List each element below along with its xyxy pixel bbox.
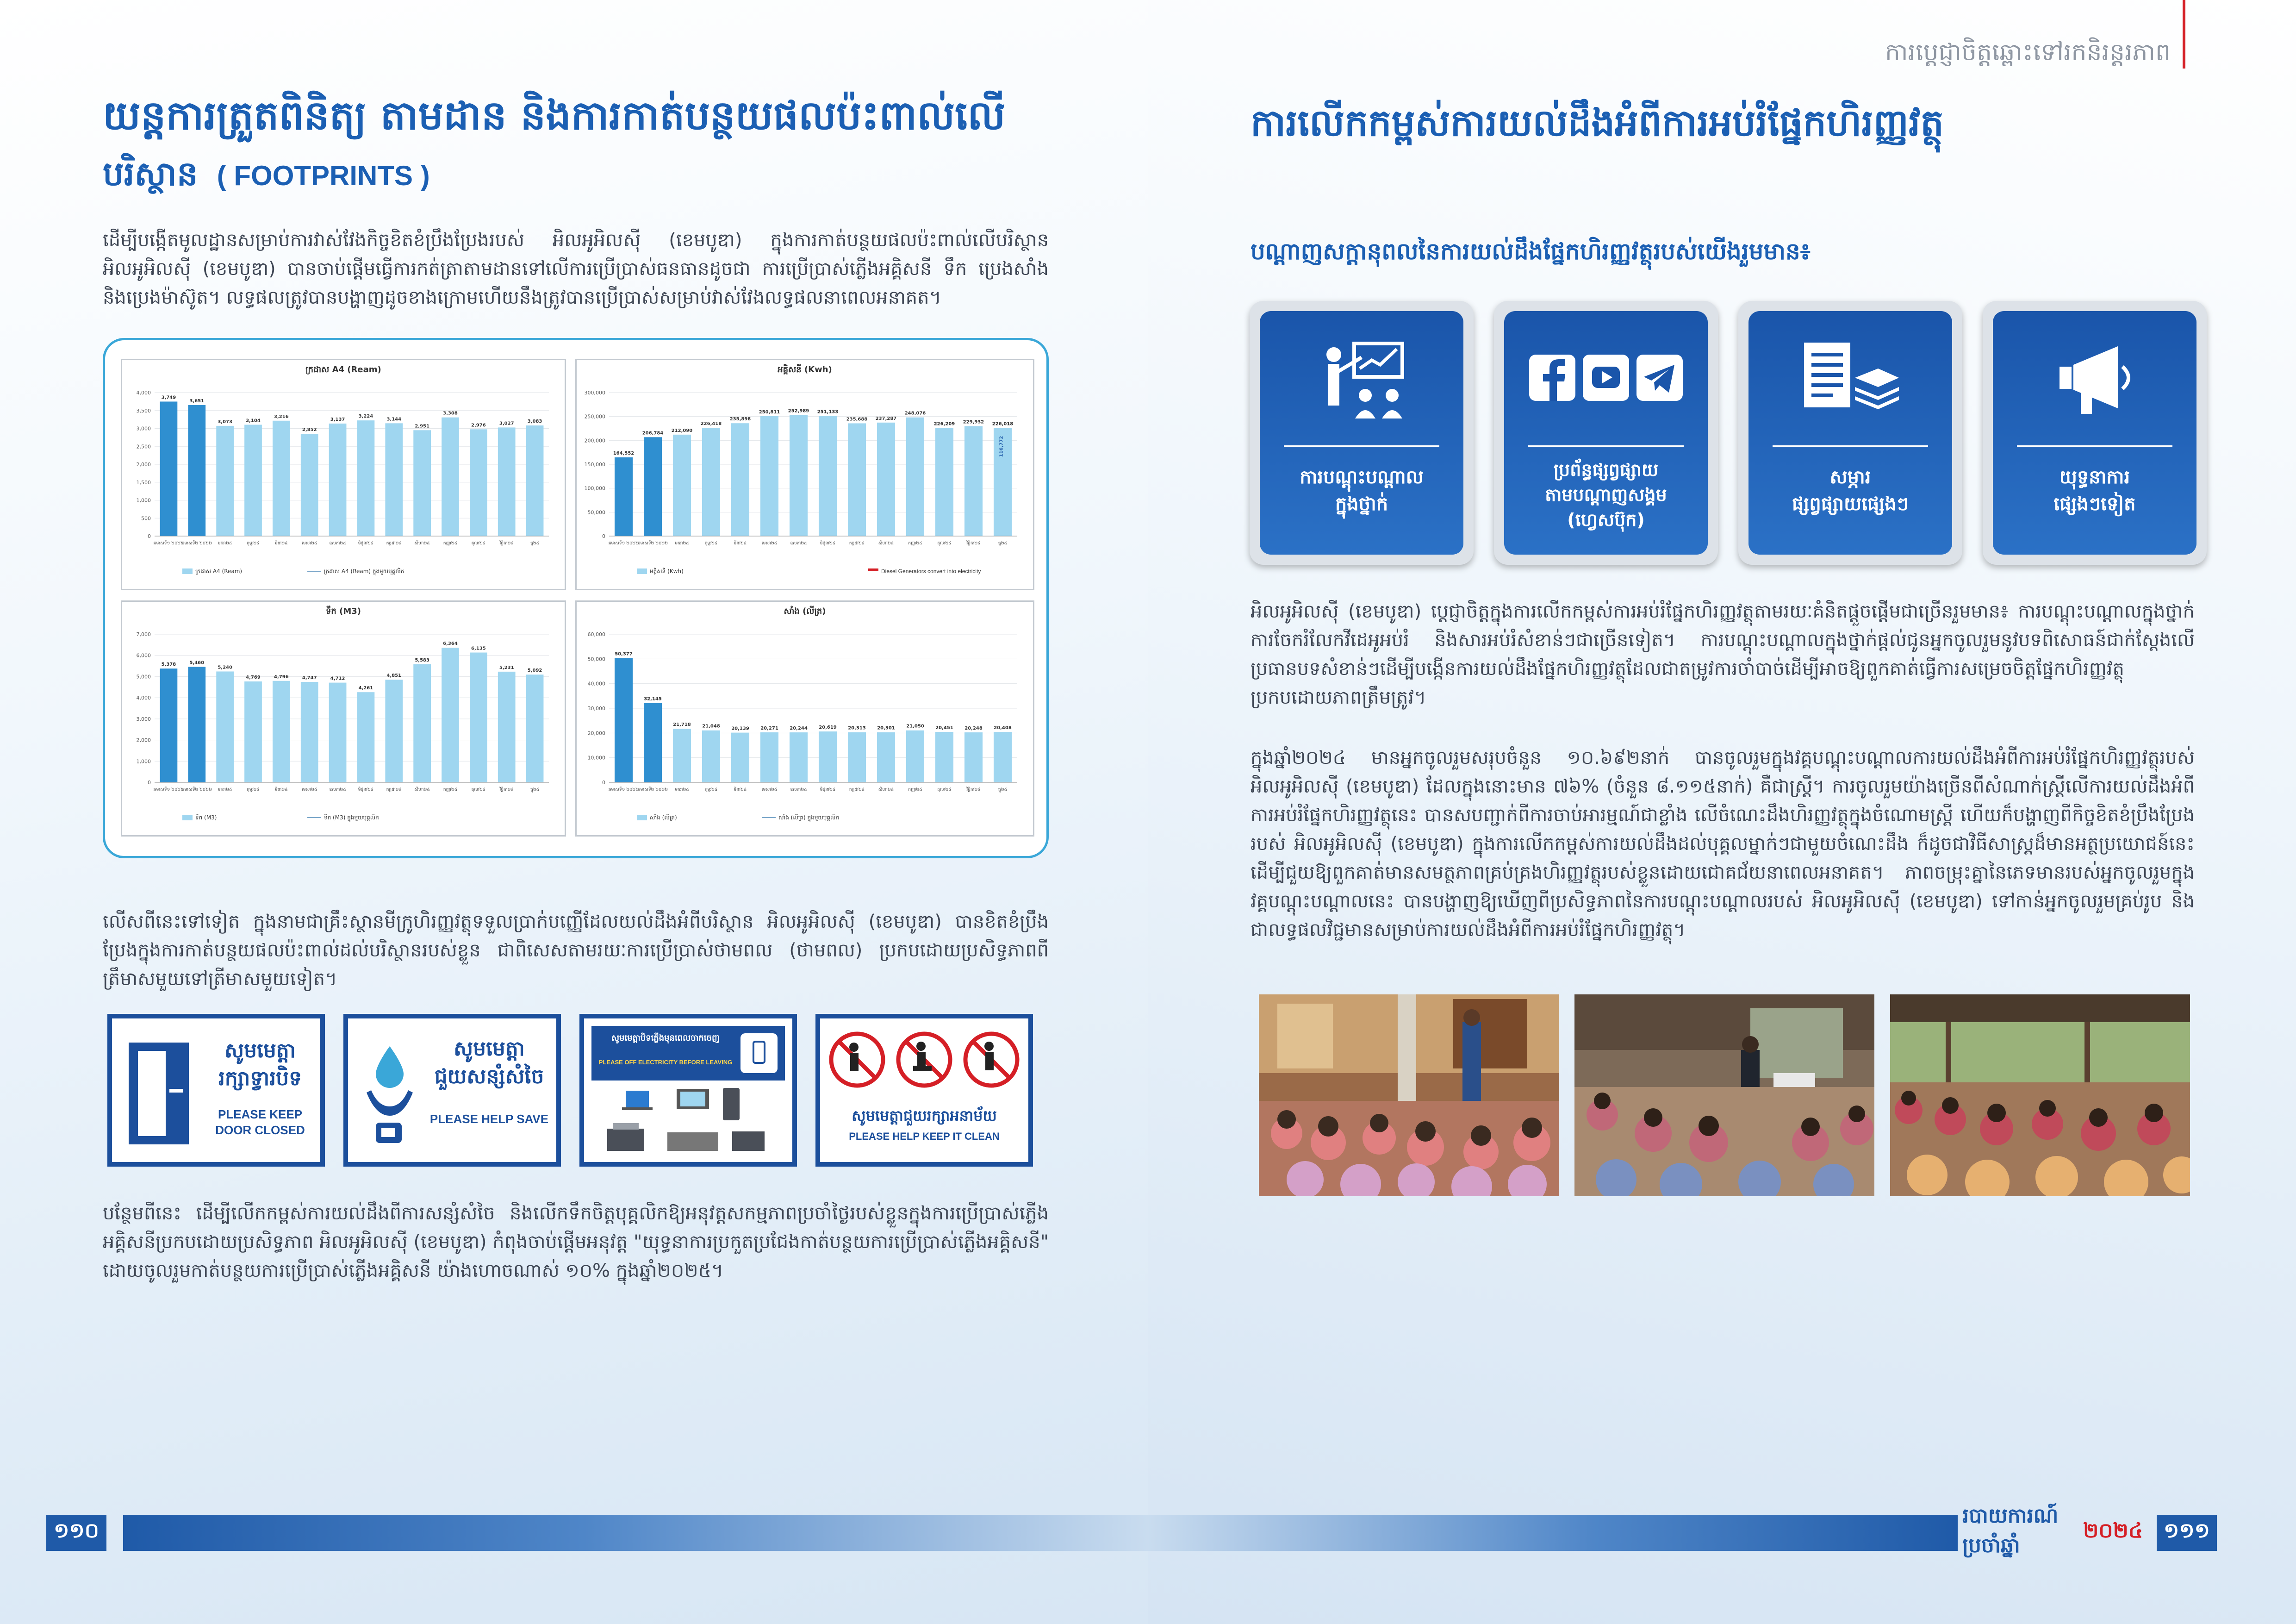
x-tick-label: មិថុនា២៤ [820, 787, 836, 792]
y-tick-label: 4,000 [136, 695, 151, 701]
chart-panel-paper [121, 359, 566, 590]
bar [731, 733, 749, 782]
data-label: 212,090 [671, 428, 693, 433]
page-number-left: ១១០ [46, 1515, 106, 1551]
x-tick-label: ធ្នូ២៤ [530, 787, 540, 792]
x-tick-label: ឆមាសទី១ ២០២២ [608, 541, 639, 546]
legend-label: ក្រដាស A4 (Ream) [195, 568, 243, 575]
y-tick-label: 1,000 [136, 758, 151, 765]
x-tick-label: មេសា២៤ [761, 541, 778, 546]
data-label: 3,144 [386, 417, 402, 422]
sign-subtitle: PLEASE KEEP DOOR CLOSED [215, 1107, 305, 1137]
x-tick-label: មីនា២៤ [734, 541, 747, 546]
footer-gradient-bar-right [1148, 1515, 1958, 1551]
bar [877, 732, 895, 782]
data-label: 21,048 [702, 724, 720, 729]
bar [498, 427, 516, 536]
legend-label: សាំង (លីត្រ) [650, 814, 677, 821]
x-tick-label: ឆមាសទី២ ២០២២ [637, 541, 668, 546]
y-tick-label: 6,000 [136, 652, 151, 659]
y-tick-label: 40,000 [587, 681, 605, 687]
data-label: 20,244 [790, 726, 808, 731]
data-label: 5,231 [499, 665, 514, 670]
y-tick-label: 150,000 [584, 462, 605, 468]
sign-row [107, 1014, 1038, 1167]
page-number-right: ១១១ [2157, 1515, 2217, 1551]
bar [644, 703, 662, 782]
bar [357, 420, 375, 536]
x-tick-label: តុលា២៤ [937, 787, 952, 792]
bar [216, 671, 234, 782]
data-label: 4,769 [246, 675, 261, 680]
data-label: 20,248 [964, 726, 983, 731]
bar [673, 435, 691, 536]
tile-classroom-training [1250, 301, 1474, 565]
printed-materials-icon [1799, 339, 1901, 422]
y-tick-label: 3,500 [136, 407, 151, 414]
data-label: 226,209 [933, 421, 955, 427]
x-tick-label: ធ្នូ២៤ [530, 541, 540, 546]
bar [819, 731, 837, 782]
bar [385, 423, 403, 536]
tile-label: ប្រព័ន្ធផ្សព្វផ្សាយ តាមបណ្តាញសង្គម (ហ្វេសប៊ុក) [1545, 460, 1667, 530]
data-label: 2,976 [471, 423, 486, 428]
x-tick-label: កក្កដា២៤ [386, 787, 402, 792]
data-label: 5,092 [527, 668, 542, 674]
x-tick-label: តុលា២៤ [937, 541, 952, 546]
x-tick-label: ឆមាសទី១ ២០២២ [153, 541, 184, 546]
x-tick-label: មករា២៤ [218, 541, 232, 546]
data-label: 20,271 [760, 725, 778, 731]
x-tick-label: ឧសភា២៤ [329, 541, 346, 546]
bar [160, 668, 178, 782]
bar [188, 667, 205, 782]
tile-printed-materials [1738, 301, 1962, 565]
data-label: 4,747 [302, 675, 317, 681]
chart-electricity [577, 360, 1036, 592]
bar [644, 437, 662, 536]
bar [442, 418, 459, 536]
right-paragraph-2: ក្នុងឆ្នាំ២០២៤ មានអ្នកចូលរួមសរុបចំនួន ១០.៦៩២នាក់ បានចូលរួមក្នុងវគ្គបណ្តុះបណ្តាលការយល់ដឹងអំពីការអប់រំផ្នែកហិរញ្ញវត្ថុរបស់ អិលអូអិលស៊ី (ខេមបូឌា) ដែលក្នុងនោះមាន ៧៦% (ចំនួន ៨.១១៥នាក់) គឺជាស្ត្រី។ ការចូលរួមយ៉ាងច្រើនពីសំណាក់ស្ត្រីលើការយល់ដឹងអំពីការអប់រំផ្នែកហិរញ្ញវត្ថុនេះ បានសបញ្ជាក់ពីការចាប់អារម្មណ៍ជាខ្លាំង លើចំណេះដឹងហិរញ្ញវត្ថុក្នុងចំណោមស្ត្រី ហើយក៏បង្ហាញពីកិច្ចខិតខំប្រឹងប្រែងរបស់ អិលអូអិលស៊ី (ខេមបូឌា) ក្នុងការលើកកម្ពស់ការយល់ដឹងដល់បុគ្គលម្នាក់ៗជាមួយចំណេះដឹង ក៏ដូចជាវិធីសាស្ត្រដ៏មានអត្ថប្រយោជន៍នេះដើម្បីជួយឱ្យពួកគាត់មានសមត្ថភាពគ្រប់គ្រងហិរញ្ញវត្ថុរបស់ខ្លួនដោយជោគជ័យនាពេលអនាគត។ ភាពចម្រុះគ្នានៃភេទមានរបស់អ្នកចូលរួមក្នុងវគ្គបណ្តុះបណ្តាលនេះ បានបង្ហាញឱ្យឃើញពីប្រសិទ្ធភាពនៃការបណ្តុះបណ្តាលរបស់ អិលអូអិលស៊ី (ខេមបូឌា) ទៅកាន់អ្នកចូលរួមគ្រប់រូប និងជាលទ្ធផលវិជ្ជមានសម្រាប់ការយល់ដឹងអំពីការអប់រំផ្នែកហិរញ្ញវត្ថុ។ [1251, 747, 2195, 941]
x-tick-label: កុម្ភៈ២៤ [704, 787, 718, 792]
data-label: 50,377 [615, 651, 633, 657]
legend-label: សាំង (លីត្រ) ក្នុងមួយបុគ្គលិក [778, 814, 840, 821]
tile-social-media [1494, 301, 1718, 565]
data-label: 229,932 [963, 419, 984, 425]
y-tick-label: 5,000 [136, 674, 151, 680]
bar [244, 681, 262, 782]
x-tick-label: ឆមាសទី២ ២០២២ [637, 787, 668, 792]
y-tick-label: 50,000 [587, 656, 605, 662]
bar [877, 423, 895, 536]
bar [848, 423, 866, 536]
legend-swatch [637, 815, 647, 820]
training-session-photo-3 [1890, 994, 2190, 1196]
y-tick-label: 60,000 [587, 631, 605, 637]
data-label: 4,796 [274, 674, 289, 680]
y-tick-label: 500 [141, 515, 151, 522]
charts-frame [103, 338, 1049, 858]
x-tick-label: ឧសភា២៤ [329, 787, 346, 792]
data-label: 5,583 [415, 657, 429, 663]
x-tick-label: កុម្ភៈ២៤ [247, 541, 260, 546]
y-tick-label: 4,000 [136, 390, 151, 396]
chart-water [122, 602, 567, 838]
x-tick-label: កញ្ញា២៤ [443, 787, 458, 792]
x-tick-label: ធ្នូ២៤ [998, 787, 1007, 792]
data-label: 251,133 [817, 409, 839, 415]
data-label: 250,811 [759, 409, 780, 415]
running-header: ការប្តេជ្ញាចិត្តឆ្ពោះទៅរកនិរន្តរភាព [1885, 38, 2171, 66]
data-label: 3,137 [330, 417, 345, 422]
y-tick-label: 2,500 [136, 443, 151, 450]
bar [526, 425, 544, 536]
legend-swatch [182, 815, 193, 820]
x-tick-label: ធ្នូ២៤ [998, 541, 1007, 546]
x-tick-label: មីនា២៤ [275, 787, 288, 792]
right-paragraph-1: អិលអូអិលស៊ី (ខេមបូឌា) ប្តេជ្ញាចិត្តក្នុងការលើកកម្ពស់ការអប់រំផ្នែកហិរញ្ញវត្ថុតាមរយៈគំនិតផ្តួចផ្តើមជាច្រើនរួមមាន៖ ការបណ្តុះបណ្តាលក្នុងថ្នាក់ ការចែករំលែកវីដេអូអប់រំ និងសារអប់រំសំខាន់ៗជាច្រើនទៀត។ ការបណ្តុះបណ្តាលក្នុងថ្នាក់ផ្តល់ជូនអ្នកចូលរួមនូវបទពិសោធន៍ជាក់ស្តែងលើប្រធានបទសំខាន់ៗដើម្បីបង្កើនការយល់ដឹងផ្នែកហិរញ្ញវត្ថុដែលជាតម្រូវការចាំបាច់ដើម្បីអាចឱ្យពួកគាត់ធ្វើការសម្រេចចិត្តផ្នែកហិរញ្ញវត្ថុប្រកបដោយភាពត្រឹមត្រូវ។ [1251, 601, 2195, 708]
legend-swatch [868, 568, 878, 571]
x-tick-label: មិថុនា២៤ [358, 541, 374, 546]
left-paragraph-2: លើសពីនេះទៅទៀត ក្នុងនាមជាគ្រឹះស្ថានមីក្រូហិរញ្ញវត្ថុទទួលប្រាក់បញ្ញើដែលយល់ដឹងអំពីបរិស្ថាន អិលអូអិលស៊ី (ខេមបូឌា) បានខិតខំប្រឹងប្រែងក្នុងការកាត់បន្ថយផលប៉ះពាល់ដល់បរិស្ថានរបស់ខ្លួន ជាពិសេសតាមរយៈការប្រើប្រាស់ថាមពល (ថាមពល) ប្រកបដោយប្រសិទ្ធភាពពីត្រឹមាសមួយទៅត្រីមាសមួយទៀត។ [103, 911, 1049, 990]
chart-title: សាំង (លីត្រ) [784, 606, 826, 616]
x-tick-label: វិច្ឆិកា២៤ [966, 787, 981, 792]
x-tick-label: កក្កដា២៤ [386, 541, 402, 546]
data-label: 20,619 [819, 725, 837, 731]
x-tick-label: មីនា២៤ [734, 787, 747, 792]
x-tick-label: កញ្ញា២៤ [908, 541, 922, 546]
sign-keep-clean [815, 1014, 1033, 1167]
bar [273, 681, 290, 782]
chart-title: ទឹក (M3) [325, 606, 361, 616]
data-label: 21,718 [673, 722, 691, 728]
data-label: 3,216 [274, 414, 289, 419]
toilet-rules-icon [822, 1025, 1026, 1094]
data-label: 116,772 [999, 436, 1004, 457]
footer-gradient-bar-left [123, 1515, 1148, 1551]
data-label: 252,989 [788, 408, 809, 414]
data-label: 20,139 [731, 726, 749, 731]
data-label: 5,460 [189, 660, 205, 666]
y-tick-label: 100,000 [584, 485, 605, 492]
data-label: 20,408 [994, 725, 1012, 731]
y-tick-label: 50,000 [587, 509, 605, 516]
legend-label: ទឹក (M3) ក្នុងមួយបុគ្គលិក [324, 814, 379, 821]
chart-fuel [577, 602, 1036, 838]
data-label: 3,749 [161, 395, 176, 400]
y-tick-label: 250,000 [584, 413, 605, 420]
data-label: 226,018 [992, 421, 1014, 427]
data-label: 5,240 [218, 665, 232, 670]
training-session-photo-2 [1574, 994, 1874, 1196]
bar [498, 672, 516, 782]
x-tick-label: កញ្ញា២៤ [908, 787, 922, 792]
data-label: 5,378 [161, 662, 176, 668]
y-tick-label: 300,000 [584, 390, 605, 396]
bar [526, 675, 544, 782]
megaphone-icon [2053, 339, 2136, 422]
bar [470, 653, 487, 782]
data-label: 32,145 [644, 696, 662, 702]
classroom-training-icon [1315, 339, 1408, 427]
data-label: 3,224 [358, 414, 373, 419]
bar [790, 732, 808, 782]
x-tick-label: សីហា២៤ [414, 787, 430, 792]
bar [994, 732, 1012, 782]
y-tick-label: 10,000 [587, 755, 605, 761]
data-label: 20,313 [848, 725, 866, 731]
bar [702, 731, 720, 782]
legend-label: Diesel Generators convert into electricity [881, 568, 981, 575]
x-tick-label: មេសា២៤ [761, 787, 778, 792]
bar [470, 429, 487, 536]
bar [160, 401, 178, 536]
y-tick-label: 30,000 [587, 706, 605, 712]
x-tick-label: កក្កដា២៤ [849, 541, 865, 546]
bar [673, 729, 691, 782]
data-label: 235,688 [846, 417, 868, 422]
data-label: 4,712 [330, 676, 345, 681]
tile-label: ការបណ្តុះបណ្តាល ក្នុងថ្នាក់ [1300, 467, 1424, 515]
x-tick-label: កក្កដា២៤ [849, 787, 865, 792]
data-label: 3,027 [499, 421, 514, 426]
y-tick-label: 1,000 [136, 497, 151, 504]
left-heading-line1: យន្តការត្រួតពិនិត្យ តាមដាន និងការកាត់បន្ថយផលប៉ះពាល់លើ [103, 93, 1006, 139]
right-heading: ការលើកកម្ពស់ការយល់ដឹងអំពីការអប់រំផ្នែកហិរញ្ញវត្ថុ [1251, 101, 1944, 144]
bar [731, 423, 749, 536]
bar [216, 426, 234, 536]
bar [906, 731, 924, 782]
bar [273, 421, 290, 536]
data-label: 164,552 [613, 450, 635, 456]
social-media-icon [1527, 353, 1685, 404]
legend-swatch [637, 568, 647, 574]
bar [964, 732, 983, 782]
bar [329, 424, 347, 536]
y-tick-label: 0 [148, 780, 151, 786]
x-tick-label: ឆមាសទី២ ២០២២ [181, 541, 212, 546]
chart-panel-electricity [575, 359, 1034, 590]
legend-label: ក្រដាស A4 (Ream) ក្នុងមួយបុគ្គលិក [324, 568, 404, 575]
y-tick-label: 2,000 [136, 462, 151, 468]
bar [301, 434, 318, 536]
data-label: 3,073 [218, 419, 232, 425]
data-label: 235,898 [729, 417, 751, 422]
sign-off-electricity [579, 1014, 797, 1167]
bar [244, 425, 262, 536]
y-tick-label: 0 [602, 780, 605, 786]
y-tick-label: 2,000 [136, 737, 151, 743]
bar [935, 428, 953, 536]
tile-campaigns [1983, 301, 2207, 565]
data-label: 21,050 [906, 724, 924, 729]
y-tick-label: 200,000 [584, 437, 605, 444]
x-tick-label: មេសា២៤ [302, 787, 317, 792]
x-tick-label: ឆមាសទី១ ២០២២ [608, 787, 639, 792]
data-label: 206,784 [642, 431, 664, 436]
y-tick-label: 0 [148, 533, 151, 539]
bar [413, 430, 431, 536]
data-label: 237,287 [875, 416, 897, 421]
x-tick-label: មេសា២៤ [302, 541, 317, 546]
bar [615, 457, 633, 536]
x-tick-label: មករា២៤ [675, 787, 689, 792]
data-label: 20,301 [877, 725, 895, 731]
data-label: 2,951 [415, 424, 429, 429]
tile-label: សម្ភារ ផ្សព្វផ្សាយផ្សេងៗ [1792, 467, 1909, 515]
x-tick-label: សីហា២៤ [878, 541, 894, 546]
chart-panel-fuel [575, 600, 1034, 837]
data-label: 4,261 [358, 686, 373, 691]
right-page [1148, 0, 2296, 1624]
channel-tiles [1250, 301, 2208, 565]
bar [760, 732, 778, 782]
water-saving-icon [357, 1037, 422, 1148]
x-tick-label: តុលា២៤ [471, 541, 486, 546]
data-label: 6,364 [443, 641, 458, 647]
door-icon [129, 1043, 189, 1144]
bar [702, 428, 720, 536]
right-subheading: បណ្តាញសក្តានុពលនៃការយល់ដឹងផ្នែកហិរញ្ញវត្ថុរបស់យើងរួមមាន៖ [1251, 238, 1811, 265]
left-heading-en: ( FOOTPRINTS ) [217, 160, 430, 191]
x-tick-label: ឧសភា២៤ [790, 541, 807, 546]
x-tick-label: កុម្ភៈ២៤ [704, 541, 718, 546]
bar [329, 683, 347, 782]
data-label: 3,083 [527, 419, 542, 425]
x-tick-label: មិថុនា២៤ [358, 787, 374, 792]
data-label: 20,451 [935, 725, 953, 731]
y-tick-label: 1,500 [136, 479, 151, 486]
x-tick-label: ឧសភា២៤ [790, 787, 807, 792]
y-tick-label: 0 [602, 533, 605, 539]
bar [906, 418, 924, 536]
footer-year: ២០២៤ [2083, 1519, 2143, 1543]
left-heading-kh: បរិស្ថាន [103, 154, 198, 193]
data-label: 226,418 [700, 421, 722, 427]
x-tick-label: មករា២៤ [675, 541, 689, 546]
sign-subtitle: PLEASE HELP KEEP IT CLEAN [849, 1131, 1000, 1142]
bar [790, 415, 808, 536]
y-tick-label: 20,000 [587, 730, 605, 737]
sign-subtitle: PLEASE OFF ELECTRICITY BEFORE LEAVING [598, 1059, 733, 1066]
bar [188, 405, 205, 536]
y-tick-label: 3,000 [136, 425, 151, 432]
x-tick-label: មិថុនា២៤ [820, 541, 836, 546]
sign-title: សូមមេត្តា រក្សាទ្វារបិទ [218, 1039, 302, 1090]
sign-keep-door-closed [107, 1014, 325, 1167]
tile-label: យុទ្ធនាការ ផ្សេងៗទៀត [2053, 467, 2136, 515]
bar [848, 732, 866, 782]
sign-header-bar [591, 1026, 785, 1081]
bar [760, 416, 778, 536]
data-label: 6,135 [471, 646, 486, 651]
y-tick-label: 3,000 [136, 716, 151, 722]
bar [442, 648, 459, 782]
header-accent-line [2183, 0, 2185, 69]
chart-paper [122, 360, 567, 592]
x-tick-label: វិច្ឆិកា២៤ [499, 541, 514, 546]
x-tick-label: សីហា២៤ [414, 541, 430, 546]
sign-title: សូមមេត្តា ជួយសន្សំសំចៃ [434, 1037, 544, 1088]
bar [819, 416, 837, 536]
sign-title: សូមមេត្តាជួយរក្សាអនាម័យ [852, 1107, 997, 1124]
chart-title: ក្រដាស A4 (Ream) [305, 365, 381, 375]
sign-help-save [343, 1014, 561, 1167]
bar [385, 680, 403, 782]
power-switch-icon [740, 1033, 778, 1073]
x-tick-label: មករា២៤ [218, 787, 232, 792]
left-paragraph-3: បន្ថែមពីនេះ ដើម្បីលើកកម្ពស់ការយល់ដឹងពីការសន្សំសំចៃ និងលើកទឹកចិត្តបុគ្គលិកឱ្យអនុវត្តសកម្មភាពប្រចាំថ្ងៃរបស់ខ្លួនក្នុងការប្រើប្រាស់ភ្លើងអគ្គិសនីប្រកបដោយប្រសិទ្ធភាព អិលអូអិលស៊ី (ខេមបូឌា) កំពុងចាប់ផ្ដើមអនុវត្ត "យុទ្ធនាការប្រកួតប្រជែងកាត់បន្ថយការប្រើប្រាស់ភ្លើងអគ្គិសនី" ដោយចូលរួមកាត់បន្ថយការប្រើប្រាស់ភ្លើងអគ្គិសនី យ៉ាងហោចណាស់ ១០% ក្នុងឆ្នាំ២០២៥។ [103, 1203, 1049, 1281]
bar [301, 682, 318, 782]
bar [357, 692, 375, 782]
sign-title: សូមមេត្តាបិទភ្លើងមុនពេលចាកចេញ [611, 1033, 720, 1043]
x-tick-label: ឆមាសទី១ ២០២២ [153, 787, 184, 792]
left-paragraph-1: ដើម្បីបង្កើតមូលដ្ឋានសម្រាប់ការវាស់វែងកិច្ចខិតខំប្រឹងប្រែងរបស់ អិលអូអិលស៊ី (ខេមបូឌា) ក្នុងការកាត់បន្ថយផលប៉ះពាល់លើបរិស្ថាន អិលអូអិលស៊ី (ខេមបូឌា) បានចាប់ផ្ដើមធ្វើការកត់ត្រាតាមដានទៅលើការប្រើប្រាស់ធនធានដូចជា ការប្រើប្រាស់ភ្លើងអគ្គិសនី ទឹក ប្រេងសាំង និងប្រេងម៉ាស៊ូត។ លទ្ធផលត្រូវបានបង្ហាញដូចខាងក្រោមហើយនឹងត្រូវបានប្រើប្រាស់សម្រាប់វាស់វែងលទ្ធផលនាពេលអនាគត។ [103, 230, 1049, 308]
legend-label: អគ្គិសនី (Kwh) [650, 568, 684, 575]
data-label: 4,851 [386, 673, 402, 679]
bar [615, 658, 633, 782]
x-tick-label: តុលា២៤ [471, 787, 486, 792]
data-label: 248,076 [904, 411, 926, 416]
chart-panel-water [121, 600, 566, 837]
x-tick-label: វិច្ឆិកា២៤ [499, 787, 514, 792]
x-tick-label: កុម្ភៈ២៤ [247, 787, 260, 792]
bar [964, 426, 983, 536]
left-heading-line2 [103, 148, 658, 201]
x-tick-label: មីនា២៤ [275, 541, 288, 546]
x-tick-label: កញ្ញា២៤ [443, 541, 458, 546]
x-tick-label: សីហា២៤ [878, 787, 894, 792]
legend-label: ទឹក (M3) [195, 814, 217, 821]
footer-report-title [1962, 1504, 2143, 1557]
legend-swatch [182, 568, 193, 574]
data-label: 3,308 [443, 411, 458, 416]
electricity-devices-icon [589, 1086, 788, 1160]
chart-title: អគ្គិសនី (Kwh) [778, 365, 832, 375]
y-tick-label: 7,000 [136, 631, 151, 637]
footer-title-text: របាយការណ៍ប្រចាំឆ្នាំ [1962, 1504, 2059, 1557]
sign-subtitle: PLEASE HELP SAVE [429, 1112, 549, 1126]
x-tick-label: ឆមាសទី២ ២០២២ [181, 787, 212, 792]
data-label: 3,651 [189, 399, 205, 404]
data-label: 2,852 [302, 427, 317, 432]
bar [935, 732, 953, 782]
training-session-photo-1 [1259, 994, 1559, 1196]
x-tick-label: វិច្ឆិកា២៤ [966, 541, 981, 546]
bar [413, 664, 431, 782]
data-label: 3,104 [246, 418, 261, 424]
